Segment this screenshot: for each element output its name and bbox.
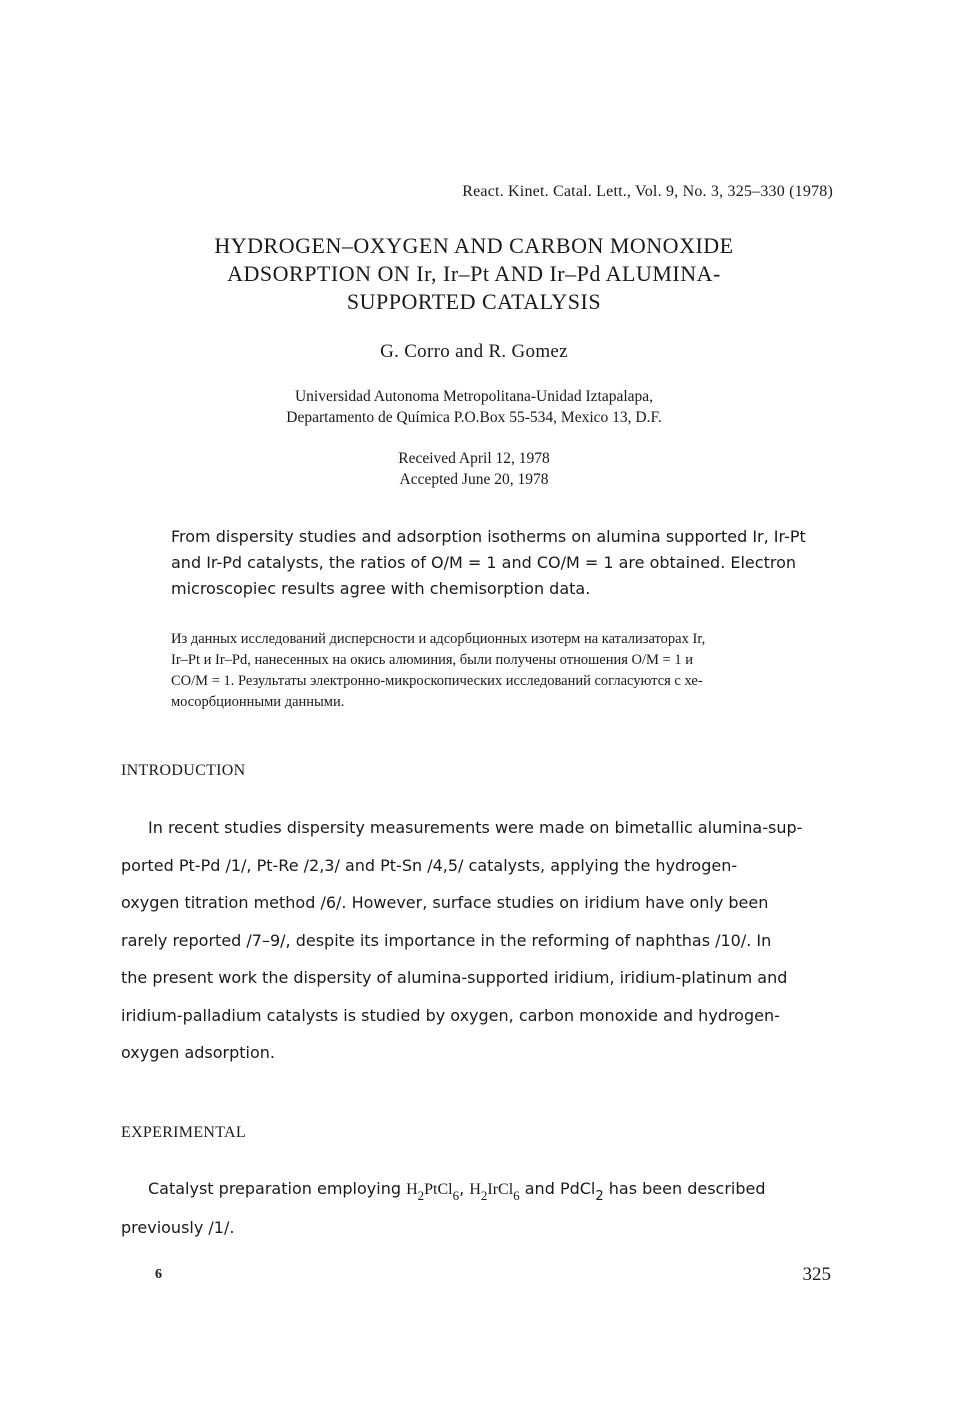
abstract-ru-line: CO/M = 1. Результаты электронно-микроскопических исследований согласуются с хе- <box>171 673 703 689</box>
body-line: In recent studies dispersity measurements were made on bimetallic alumina-sup- <box>148 818 803 837</box>
introduction-heading: INTRODUCTION <box>121 762 246 779</box>
chemical-formula: $H_2IrCl_6$ <box>469 1181 520 1203</box>
journal-reference: React. Kinet. Catal. Lett., Vol. 9, No. 3, 325–330 (1978) <box>462 183 833 200</box>
authors: G. Corro and R. Gomez <box>380 341 568 362</box>
body-line: oxygen titration method /6/. However, surface studies on iridium have only been <box>121 893 769 912</box>
accepted-date: Accepted June 20, 1978 <box>399 471 549 488</box>
introduction-body <box>121 809 841 1072</box>
experimental-body <box>121 1170 841 1247</box>
body-line: the present work the dispersity of alumina-supported iridium, iridium-platinum and <box>121 968 788 987</box>
abstract-line: From dispersity studies and adsorption isotherms on alumina supported Ir, Ir-Pt <box>171 527 806 546</box>
body-line: previously /1/. <box>121 1218 235 1237</box>
title-line: ADSORPTION ON Ir, Ir–Pt AND Ir–Pd ALUMINA- <box>227 261 721 286</box>
affiliation-line: Departamento de Química P.O.Box 55-534, Mexico 13, D.F. <box>286 409 662 426</box>
affiliation-line: Universidad Autonoma Metropolitana-Unidad Iztapalapa, <box>294 388 654 405</box>
page-number: 325 <box>802 1264 831 1285</box>
title-line: SUPPORTED CATALYSIS <box>346 289 602 314</box>
body-line: Catalyst preparation employing $H_2PtCl_6$, $H_2IrCl_6$ and PdCl$_2$ has been described <box>148 1179 766 1204</box>
received-date: Received April 12, 1978 <box>398 450 550 467</box>
abstract-english <box>171 524 856 602</box>
signature-mark: 6 <box>155 1267 162 1282</box>
experimental-heading: EXPERIMENTAL <box>121 1124 246 1141</box>
body-line: rarely reported /7–9/, despite its importance in the reforming of naphthas /10/. In <box>121 930 772 950</box>
dates <box>140 448 808 490</box>
abstract-line: and Ir-Pd catalysts, the ratios of O/M = 1 and CO/M = 1 are obtained. Electron <box>171 553 796 572</box>
chemical-formula: $H_2PtCl_6$ <box>406 1181 460 1203</box>
body-line: iridium-palladium catalysts is studied by oxygen, carbon monoxide and hydrogen- <box>121 1005 780 1025</box>
abstract-line: microscopiec results agree with chemisorption data. <box>171 579 591 598</box>
body-text: Catalyst preparation employing <box>148 1179 401 1198</box>
abstract-russian <box>171 629 851 713</box>
abstract-ru-line: Ir–Pt и Ir–Pd, нанесенных на окись алюминия, были получены отношения O/M = 1 и <box>171 652 693 668</box>
abstract-ru-line: мосорбционными данными. <box>171 694 345 710</box>
body-line: ported Pt-Pd /1/, Pt-Re /2,3/ and Pt-Sn /4,5/ catalysts, applying the hydrogen- <box>121 855 738 875</box>
affiliation <box>140 386 808 428</box>
abstract-ru-line: Из данных исследований дисперсности и адсорбционных изотерм на катализаторах Ir, <box>171 631 706 647</box>
chemical-formula: PdCl$_2$ <box>559 1179 604 1204</box>
title-line: HYDROGEN–OXYGEN AND CARBON MONOXIDE <box>214 233 734 258</box>
paper-title <box>140 232 808 316</box>
body-line: oxygen adsorption. <box>121 1043 276 1062</box>
